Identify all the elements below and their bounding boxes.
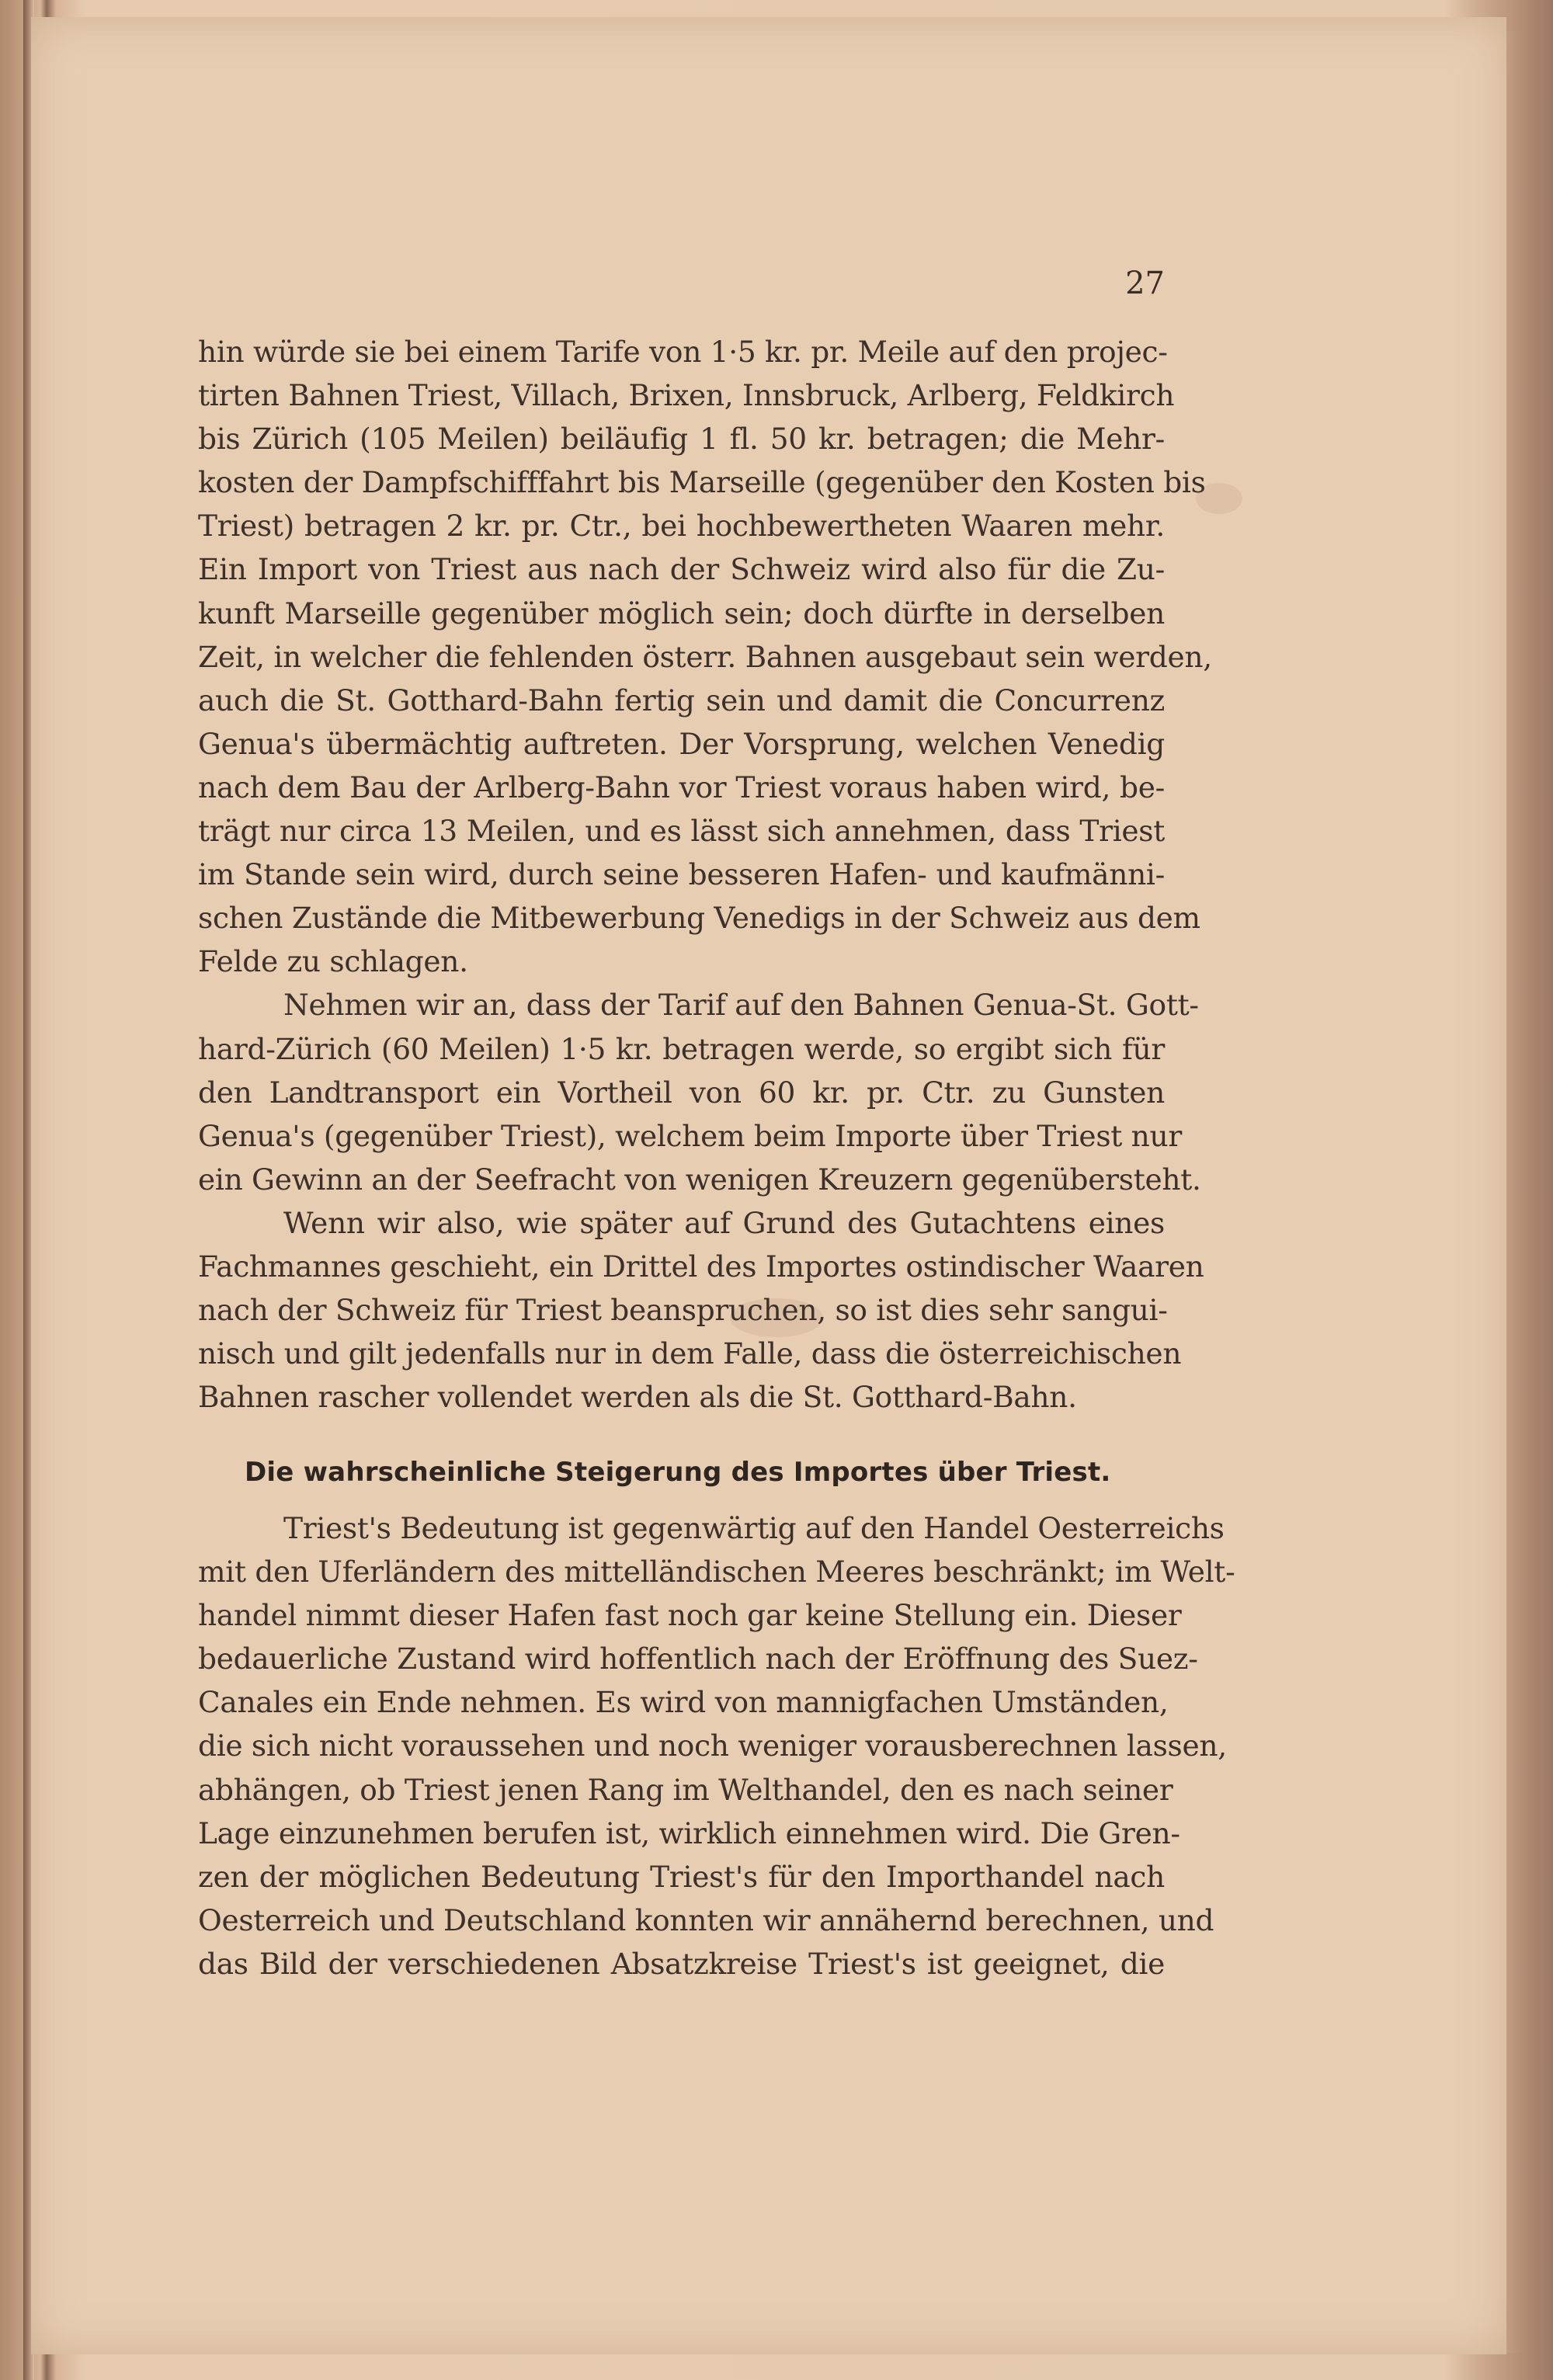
text-line: Genua's (gegenüber Triest), welchem beim Importe über Triest nur: [198, 1118, 1182, 1153]
text-line: nach der Schweiz für Triest beanspruchen, so ist dies sehr sangui-: [198, 1293, 1168, 1328]
text-line: bedauerliche Zustand wird hoffentlich nach der Eröffnung des Suez-: [198, 1642, 1198, 1676]
text-line: im Stande sein wird, durch seine besseren Hafen- und kaufmänni-: [198, 857, 1165, 892]
text-line: nisch und gilt jedenfalls nur in dem Falle, dass die österreichischen: [198, 1336, 1182, 1371]
text-line: den Landtransport ein Vortheil von 60 kr. pr. Ctr. zu Gunsten: [198, 1075, 1165, 1110]
text-line: mit den Uferländern des mittelländischen Meeres beschränkt; im Welt-: [198, 1555, 1235, 1590]
text-line: Triest) betragen 2 kr. pr. Ctr., bei hochbewertheten Waaren mehr.: [198, 509, 1165, 544]
text-line: Canales ein Ende nehmen. Es wird von mannigfachen Umständen,: [198, 1685, 1169, 1720]
text-line: Nehmen wir an, dass der Tarif auf den Bahnen Genua-St. Gott-: [283, 988, 1199, 1023]
text-line: kosten der Dampfschifffahrt bis Marseille (gegenüber den Kosten bis: [198, 465, 1206, 500]
text-line: zen der möglichen Bedeutung Triest's für den Importhandel nach: [198, 1859, 1165, 1894]
text-line: hard-Zürich (60 Meilen) 1·5 kr. betragen werde, so ergibt sich für: [198, 1031, 1165, 1066]
text-line: trägt nur circa 13 Meilen, und es lässt sich annehmen, dass Triest: [198, 814, 1165, 849]
text-line: Ein Import von Triest aus nach der Schweiz wird also für die Zu-: [198, 552, 1165, 587]
text-line: Bahnen rascher vollendet werden als die St. Gotthard-Bahn.: [198, 1380, 1077, 1415]
text-line: Lage einzunehmen berufen ist, wirklich einnehmen wird. Die Gren-: [198, 1815, 1180, 1850]
text-line: schen Zustände die Mitbewerbung Venedigs in der Schweiz aus dem: [198, 901, 1200, 936]
text-line: ein Gewinn an der Seefracht von wenigen Kreuzern gegenübersteht.: [198, 1162, 1201, 1197]
text-line: Genua's übermächtig auftreten. Der Vorsprung, welchen Venedig: [198, 726, 1165, 761]
text-line: Oesterreich und Deutschland konnten wir annähernd berechnen, und: [198, 1902, 1214, 1937]
text-line: abhängen, ob Triest jenen Rang im Welthandel, den es nach seiner: [198, 1772, 1173, 1807]
text-line: nach dem Bau der Arlberg-Bahn vor Triest voraus haben wird, be-: [198, 770, 1165, 804]
text-line: kunft Marseille gegenüber möglich sein; doch dürfte in derselben: [198, 596, 1165, 631]
text-line: tirten Bahnen Triest, Villach, Brixen, Innsbruck, Arlberg, Feldkirch: [198, 378, 1175, 413]
text-line: Fachmannes geschieht, ein Drittel des Importes ostindischer Waaren: [198, 1249, 1204, 1284]
text-line: Triest's Bedeutung ist gegenwärtig auf den Handel Oesterreichs: [283, 1511, 1225, 1545]
text-line: Wenn wir also, wie später auf Grund des Gutachtens eines: [283, 1205, 1165, 1240]
text-line: die sich nicht voraussehen und noch weniger vorausberechnen lassen,: [198, 1729, 1227, 1763]
text-line: Felde zu schlagen.: [198, 944, 468, 979]
body-text-top: [198, 330, 1212, 1419]
page-number: 27: [1125, 266, 1165, 301]
text-line: Zeit, in welcher die fehlenden österr. Bahnen ausgebaut sein werden,: [198, 639, 1212, 674]
text-line: das Bild der verschiedenen Absatzkreise Triest's ist geeignet, die: [198, 1946, 1165, 1981]
text-line: bis Zürich (105 Meilen) beiläufig 1 fl. 50 kr. betragen; die Mehr-: [198, 422, 1165, 457]
text-line: handel nimmt dieser Hafen fast noch gar keine Stellung ein. Dieser: [198, 1598, 1182, 1633]
section-heading: Die wahrscheinliche Steigerung des Importes über Triest.: [245, 1457, 1111, 1488]
text-line: auch die St. Gotthard-Bahn fertig sein und damit die Concurrenz: [198, 683, 1165, 717]
text-line: hin würde sie bei einem Tarife von 1·5 kr. pr. Meile auf den projec-: [198, 335, 1168, 369]
body-text-bottom: [198, 1506, 1235, 1986]
